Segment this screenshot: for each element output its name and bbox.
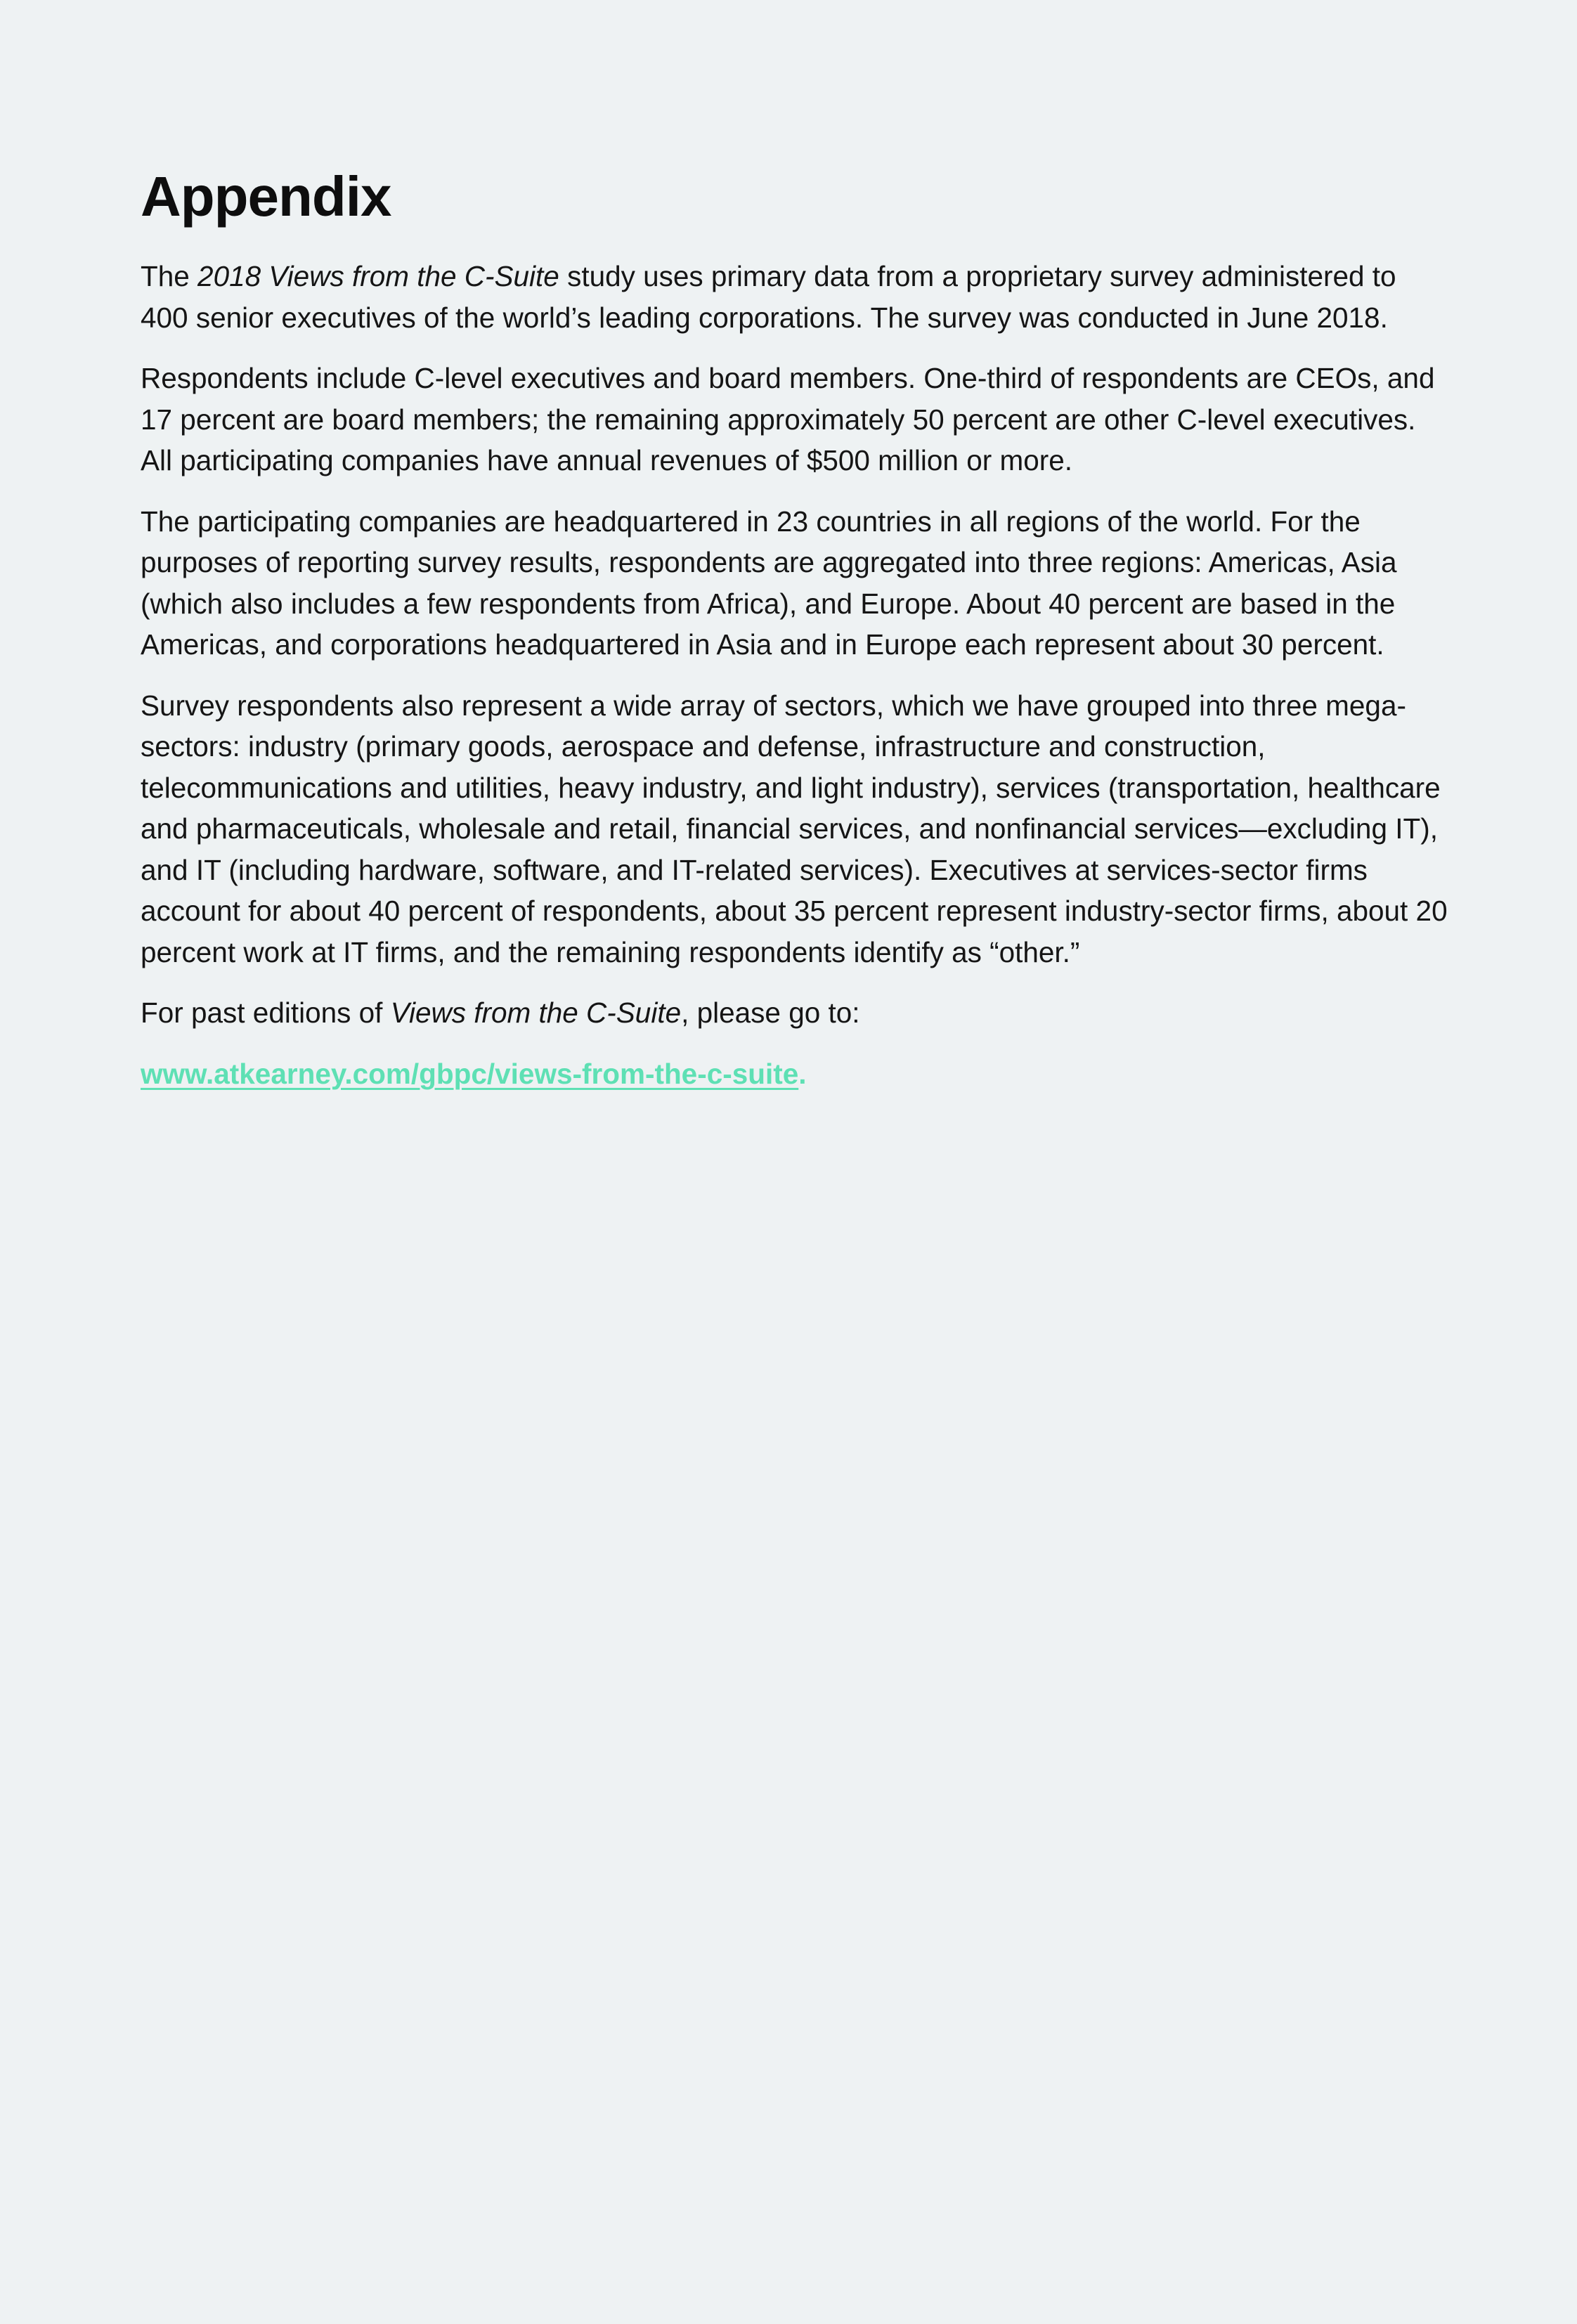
- paragraph-respondents: Respondents include C-level executives and board members. One-third of respondents are CEOs, and 17 percent are board members; the remaining approximately 50 percent are other C-level executives. All participating companies have annual revenues of $500 million or more.: [141, 362, 1435, 476]
- past-editions-link[interactable]: www.atkearney.com/gbpc/views-from-the-c-suite: [141, 1057, 799, 1090]
- past-editions-rest: , please go to:: [681, 997, 860, 1029]
- study-title-italic: 2018 Views from the C-Suite: [197, 260, 559, 292]
- link-paragraph: [141, 1053, 1448, 1095]
- paragraph-methodology-lead: The: [141, 260, 198, 292]
- paragraph-methodology-rest: study uses primary data from a proprietary survey administered to 400 senior executives of the world’s leading corporations. The survey was conducted in June 2018.: [141, 260, 1396, 334]
- paragraph-methodology: [141, 256, 1448, 338]
- appendix-page: [141, 162, 1448, 1094]
- link-trailing-period: .: [798, 1057, 807, 1090]
- paragraph-sectors: Survey respondents also represent a wide array of sectors, which we have grouped into three mega-sectors: industry (primary goods, aerospace and defense, infrastructure and construction, telecommunications and utilities, heavy industry, and light industry), services (transportation, healthcare and pharmaceuticals, wholesale and retail, financial services, and nonfinancial services—excluding IT), and IT (including hardware, software, and IT-related services). Executives at services-sector firms account for about 40 percent of respondents, about 35 percent represent industry-sector firms, about 20 percent work at IT firms, and the remaining respondents identify as “other.”: [141, 689, 1448, 968]
- report-title-italic: Views from the C-Suite: [390, 997, 682, 1029]
- paragraph-past-editions: [141, 992, 1448, 1034]
- page-title: Appendix: [141, 165, 391, 228]
- paragraph-regions: The participating companies are headquartered in 23 countries in all regions of the world. For the purposes of reporting survey results, respondents are aggregated into three regions: Americas, Asia (which also includes a few respondents from Africa), and Europe. About 40 percent are based in the Americas, and corporations headquartered in Asia and in Europe each represent about 30 percent.: [141, 505, 1397, 661]
- past-editions-lead: For past editions of: [141, 997, 391, 1029]
